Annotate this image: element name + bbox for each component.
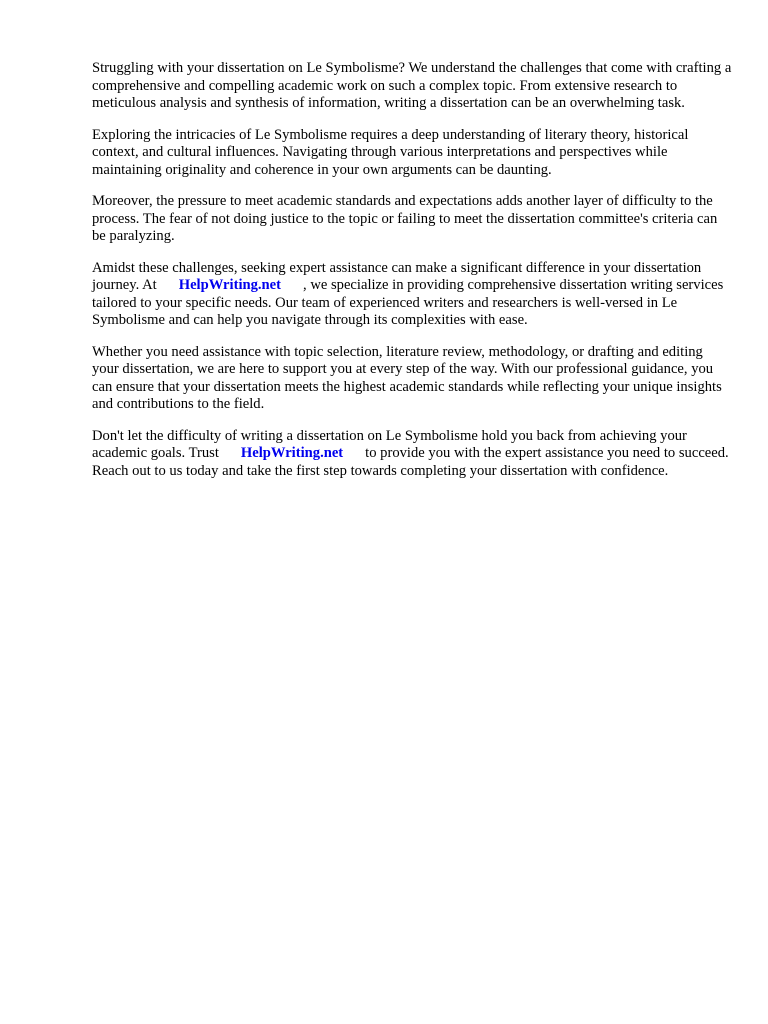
document-body: [92, 60, 732, 494]
paragraph-intro: Struggling with your dissertation on Le Symbolisme? We understand the challenges that come with crafting a comprehensive and compelling academic work on such a complex topic. From extensive research to meticulous analysis and synthesis of information, writing a dissertation can be an overwhelming task.: [92, 60, 732, 111]
paragraph-exploring: Exploring the intricacies of Le Symbolisme requires a deep understanding of literary theory, historical context, and cultural influences. Navigating through various interpretations and perspectives while maintaining originality and coherence in your own arguments can be daunting.: [92, 126, 689, 178]
paragraph-pressure: Moreover, the pressure to meet academic standards and expectations adds another layer of difficulty to the process. The fear of not doing justice to the topic or failing to meet the dissertation committee's criteria can be paralyzing.: [92, 193, 718, 244]
paragraph-assistance-text-after: , we specialize in providing comprehensive dissertation writing services tailored to your specific needs. Our team of experienced writers and researchers is well-versed in Le Symbolisme and can help you navigate through its complexities with ease.: [92, 277, 724, 328]
paragraph-assistance: [92, 260, 732, 330]
paragraph-closing: [92, 428, 732, 481]
helpwriting-link-2[interactable]: HelpWriting.net: [240, 445, 344, 461]
paragraph-closing-text-before: Don't let the difficulty of writing a dissertation on Le Symbolisme hold you back from achieving your academic goals. Trust: [92, 427, 687, 461]
paragraph-assistance-text-before: Amidst these challenges, seeking expert assistance can make a significant difference in your dissertation journey. At: [92, 259, 702, 293]
paragraph-closing-text-after: to provide you with the expert assistance you need to succeed. Reach out to us today and take the first step towards completing your dissertation with confidence.: [92, 445, 729, 479]
paragraph-support: Whether you need assistance with topic selection, literature review, methodology, or drafting and editing your dissertation, we are here to support you at every step of the way. With our professional guidance, you can ensure that your dissertation meets the highest academic standards while reflecting your unique insights and contributions to the field.: [92, 343, 722, 412]
helpwriting-link-1[interactable]: HelpWriting.net: [178, 277, 282, 293]
